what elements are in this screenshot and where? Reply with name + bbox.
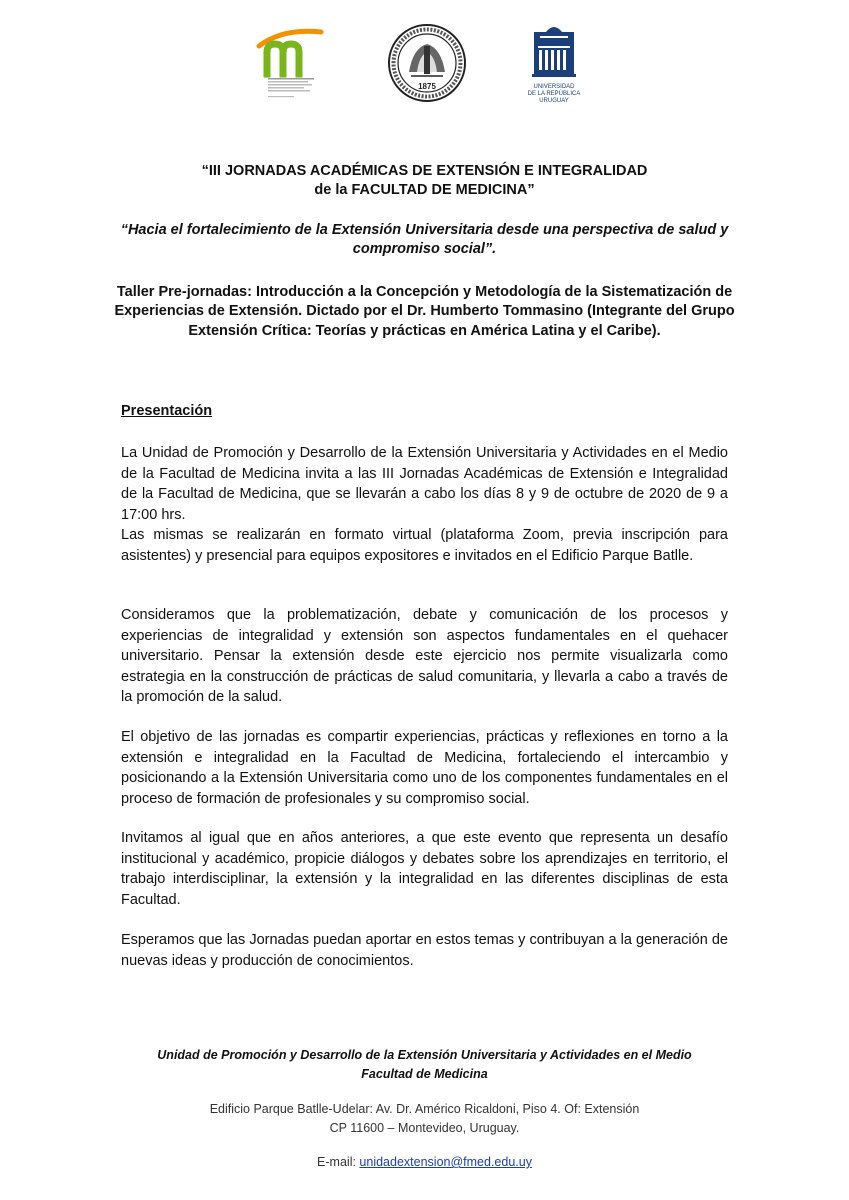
paragraph-invitation-format: Las mismas se realizarán en formato virtual (plataforma Zoom, previa inscripción para asistentes) y presencial para equipos expositores e invitados en el Edificio Parque Batlle. xyxy=(121,527,728,564)
document-title xyxy=(100,162,749,200)
email-link[interactable]: unidadextension@fmed.edu.uy xyxy=(359,1155,532,1169)
udelar-logo xyxy=(526,24,582,108)
paragraph-text: El objetivo de las jornadas es compartir experiencias, prácticas y reflexiones en torno a la extensión e integralidad en la Facultad de Medicina, fortaleciendo el intercambio y posicionando a la Extensión Universitaria como uno de los componentes fundamentales en el proceso de formación de profesionales y su compromiso social. xyxy=(121,729,728,807)
faculty-seal-icon xyxy=(387,22,467,104)
paragraph-invitation xyxy=(121,443,728,566)
paragraph-text: Consideramos que la problematización, debate y comunicación de los procesos y experiencias de integralidad y extensión son aspectos fundamentales en el quehacer universitario. Pensar la extensión desde este ejercicio nos permite visualizarla como estrategia en la construcción de prácticas de salud comunitaria, y llevarla a cabo a través de la promoción de la salud. xyxy=(121,607,728,705)
title-line2: de la FACULTAD DE MEDICINA” xyxy=(314,182,535,198)
paragraph-problematization xyxy=(121,605,728,708)
footer-organization xyxy=(110,1046,739,1083)
paragraph-text: Esperamos que las Jornadas puedan aportar en estos temas y contribuyan a la generación de nuevas ideas y producción de conocimientos. xyxy=(121,932,728,969)
m-logo-icon xyxy=(253,26,329,108)
footer-address xyxy=(110,1100,739,1138)
title-line1: “III JORNADAS ACADÉMICAS DE EXTENSIÓN E INTEGRALIDAD xyxy=(201,163,648,179)
udelar-text-line2: DE LA REPÚBLICA xyxy=(527,91,581,97)
faculty-seal-logo xyxy=(387,22,467,104)
footer-org-line2: Facultad de Medicina xyxy=(361,1066,488,1081)
footer-email xyxy=(110,1155,739,1169)
logo-row xyxy=(0,22,849,112)
seal-year: 1875 xyxy=(418,82,436,91)
udelar-text-line1: UNIVERSIDAD xyxy=(533,84,575,90)
presentation-heading: Presentación xyxy=(121,403,213,419)
footer-org-line1: Unidad de Promoción y Desarrollo de la Extensión Universitaria y Actividades en el Medio xyxy=(157,1048,692,1062)
footer-address-line1: Edificio Parque Batlle-Udelar: Av. Dr. Américo Ricaldoni, Piso 4. Of: Extensión xyxy=(209,1102,640,1116)
udelar-logo-text xyxy=(526,84,582,105)
udelar-text-line3: URUGUAY xyxy=(539,98,569,104)
paragraph-invitation-dates: La Unidad de Promoción y Desarrollo de la Extensión Universitaria y Actividades en el Medio de la Facultad de Medicina invita a las III Jornadas Académicas de Extensión e Integralidad de la Facultad de Medicina, que se llevarán a cabo los días 8 y 9 de octubre de 2020 de 9 a 17:00 hrs. xyxy=(121,445,728,523)
workshop-description: Taller Pre-jornadas: Introducción a la Concepción y Metodología de la Sistematización de Experiencias de Extensión. Dictado por el Dr. Humberto Tommasino (Integrante del Grupo Extensión Crítica: Teorías y prácticas en América Latina y el Caribe). xyxy=(114,284,735,339)
paragraph-closing xyxy=(121,930,728,971)
university-building-icon xyxy=(526,24,582,80)
email-label: E-mail: xyxy=(317,1155,360,1169)
paragraph-invitation-challenge xyxy=(121,828,728,910)
paragraph-objective xyxy=(121,727,728,809)
document-subtitle: “Hacia el fortalecimiento de la Extensión Universitaria desde una perspectiva de salud y compromiso social”. xyxy=(120,222,729,257)
paragraph-text: Invitamos al igual que en años anteriores, a que este evento que representa un desafío institucional y académico, propicie diálogos y debates sobre los aprendizajes en territorio, el trabajo interdisciplinar, la extensión y la integralidad en las diferentes disciplinas de esta Facultad. xyxy=(121,830,728,908)
extension-unit-logo xyxy=(253,26,329,108)
footer-address-line2: CP 11600 – Montevideo, Uruguay. xyxy=(329,1121,520,1135)
